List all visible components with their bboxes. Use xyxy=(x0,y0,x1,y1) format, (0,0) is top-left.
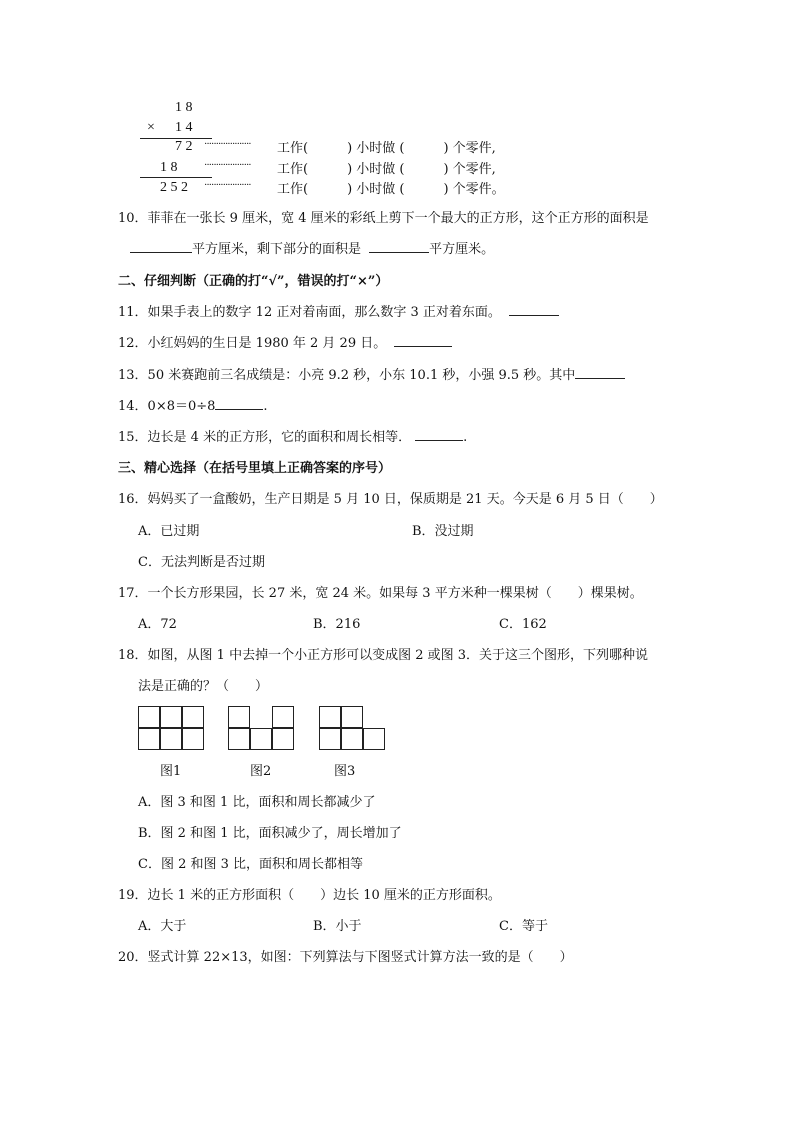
mult-dots-3: ···················· xyxy=(204,180,251,191)
mult-multiplier: 1 4 xyxy=(175,120,193,135)
q19-option-c[interactable]: C．等于 xyxy=(499,919,548,934)
q10-blank-2[interactable] xyxy=(369,239,429,253)
q11-text: 11．如果手表上的数字 12 正对着南面，那么数字 3 正对着东面。 xyxy=(118,305,501,320)
figure-1 xyxy=(138,706,206,751)
q10-unit-2: 平方厘米。 xyxy=(429,242,495,257)
q17-option-b[interactable]: B．216 xyxy=(313,617,361,632)
fig3-square xyxy=(319,706,341,728)
q12 xyxy=(118,332,452,351)
fig1-square xyxy=(160,728,182,750)
q13-blank[interactable] xyxy=(575,365,625,379)
mult-explain-1: 工作( ) 小时做 ( ) 个零件, xyxy=(277,141,496,156)
mult-multiplicand: 1 8 xyxy=(175,100,193,115)
q16-option-c[interactable]: C．无法判断是否过期 xyxy=(138,555,265,570)
q14 xyxy=(118,395,268,414)
mult-rule-2 xyxy=(140,177,212,178)
figure-2-caption: 图2 xyxy=(250,764,272,779)
mult-partial-1: 7 2 xyxy=(175,139,193,154)
q15-period: . xyxy=(463,430,468,445)
mult-product: 2 5 2 xyxy=(160,180,188,195)
q16-option-b[interactable]: B．没过期 xyxy=(412,524,474,539)
q12-text: 12．小红妈妈的生日是 1980 年 2 月 29 日。 xyxy=(118,336,387,351)
q15 xyxy=(118,426,467,445)
q10-text: 10．菲菲在一张长 9 厘米，宽 4 厘米的彩纸上剪下一个最大的正方形，这个正方形的面积是 xyxy=(118,211,649,226)
q18-stem-2: 法是正确的？（ ） xyxy=(138,679,269,694)
fig2-square xyxy=(250,728,272,750)
mult-partial-2: 1 8 xyxy=(160,160,178,175)
mult-dots-2: ···················· xyxy=(204,160,251,171)
fig3-square xyxy=(319,728,341,750)
fig3-square xyxy=(341,728,363,750)
fig2-square xyxy=(228,706,250,728)
figure-1-caption: 图1 xyxy=(160,764,182,779)
figure-2 xyxy=(228,706,296,751)
fig1-square xyxy=(182,728,204,750)
q13 xyxy=(118,364,625,383)
fig1-square xyxy=(182,706,204,728)
mult-explain-3: 工作( ) 小时做 ( ) 个零件。 xyxy=(277,182,505,197)
figure-3-caption: 图3 xyxy=(334,764,356,779)
fig1-square xyxy=(160,706,182,728)
q14-period: . xyxy=(263,399,268,414)
q17-option-a[interactable]: A．72 xyxy=(138,617,177,632)
q19-option-b[interactable]: B．小于 xyxy=(313,919,362,934)
q11 xyxy=(118,301,559,320)
q16-stem: 16．妈妈买了一盒酸奶，生产日期是 5 月 10 日，保质期是 21 天。今天是 6 月 5 日（ ） xyxy=(118,492,663,507)
fig1-square xyxy=(138,728,160,750)
fig3-square xyxy=(363,728,385,750)
q10-answer-line xyxy=(130,238,494,257)
fig2-square xyxy=(272,728,294,750)
q19-stem: 19．边长 1 米的正方形面积（ ）边长 10 厘米的正方形面积。 xyxy=(118,888,501,903)
fig2-square xyxy=(272,706,294,728)
section-2-title: 二、仔细判断（正确的打“√”，错误的打“×”） xyxy=(118,274,389,289)
q20-stem: 20．竖式计算 22×13，如图：下列算法与下图竖式计算方法一致的是（ ） xyxy=(118,950,573,965)
q11-blank[interactable] xyxy=(509,302,559,316)
q12-blank[interactable] xyxy=(394,333,452,347)
q10-blank-1[interactable] xyxy=(130,239,192,253)
fig2-square xyxy=(228,728,250,750)
figure-3 xyxy=(319,706,387,751)
q14-text: 14．0×8＝0÷8 xyxy=(118,399,216,414)
mult-times-sign: × xyxy=(147,120,155,135)
q17-option-c[interactable]: C．162 xyxy=(499,617,547,632)
q15-text: 15．边长是 4 米的正方形，它的面积和周长相等． xyxy=(118,430,412,445)
q17-stem: 17．一个长方形果园，长 27 米，宽 24 米。如果每 3 平方米种一棵果树（ ）棵果树。 xyxy=(118,586,643,601)
q18-option-c[interactable]: C．图 2 和图 3 比，面积和周长都相等 xyxy=(138,857,364,872)
mult-explain-2: 工作( ) 小时做 ( ) 个零件, xyxy=(277,162,496,177)
mult-dots-1: ···················· xyxy=(204,139,251,150)
q18-option-b[interactable]: B．图 2 和图 1 比，面积减少了，周长增加了 xyxy=(138,826,402,841)
fig3-square xyxy=(341,706,363,728)
q18-stem-1: 18．如图，从图 1 中去掉一个小正方形可以变成图 2 或图 3．关于这三个图形，下列哪种说 xyxy=(118,648,649,663)
q15-blank[interactable] xyxy=(415,427,463,441)
q10-unit-1: 平方厘米，剩下部分的面积是 xyxy=(192,242,362,257)
fig1-square xyxy=(138,706,160,728)
section-3-title: 三、精心选择（在括号里填上正确答案的序号） xyxy=(118,461,392,476)
q19-option-a[interactable]: A．大于 xyxy=(138,919,187,934)
q14-blank[interactable] xyxy=(215,396,263,410)
q18-option-a[interactable]: A．图 3 和图 1 比，面积和周长都减少了 xyxy=(138,795,376,810)
q16-option-a[interactable]: A．已过期 xyxy=(138,524,200,539)
q13-text: 13．50 米赛跑前三名成绩是：小亮 9.2 秒，小东 10.1 秒，小强 9.5 秒。其中 xyxy=(118,368,576,383)
